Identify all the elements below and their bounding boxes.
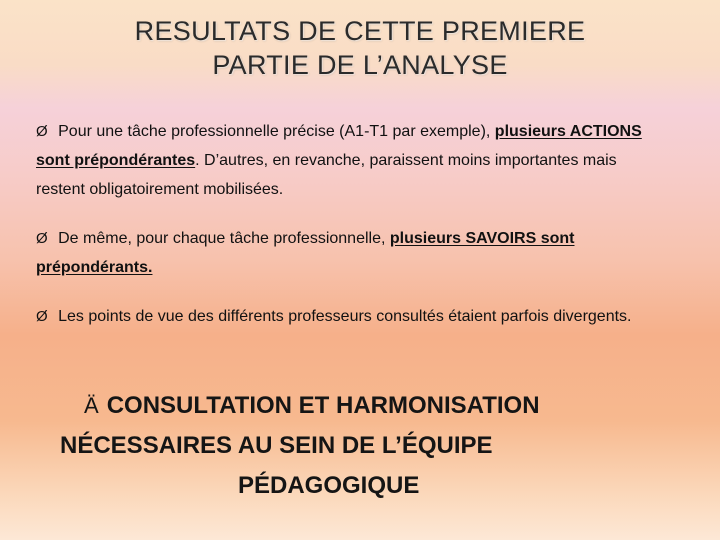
slide-title: [0, 14, 720, 82]
arrow-bullet-icon: Ø: [36, 308, 48, 325]
bullet-savoirs: [36, 224, 648, 282]
slide-title-line-1: RESULTATS DE CETTE PREMIERE: [134, 16, 586, 46]
bullet-text: Les points de vue des différents professeurs consultés étaient parfois divergents.: [53, 308, 632, 325]
conclusion-block: [60, 386, 680, 506]
bullet-text: De même, pour chaque tâche professionnelle,: [53, 230, 390, 247]
bullet-text: . D’autres, en revanche, paraissent moins importantes mais restent obligatoirement mobilisées.: [36, 152, 617, 198]
bullet-text: Pour une tâche professionnelle précise (A1-T1 par exemple),: [53, 123, 495, 140]
bullet-emphasis: ACTIONS sont prépondérantes: [36, 123, 642, 169]
conclusion-line-2: NÉCESSAIRES AU SEIN DE L’ÉQUIPE: [60, 432, 493, 459]
bullet-emphasis: plusieurs: [494, 123, 570, 140]
slide-title-line-2: PARTIE DE L’ANALYSE: [212, 50, 508, 80]
bullet-emphasis: plusieurs SAVOIRS sont prépondérants.: [36, 230, 575, 276]
bullet-actions: [36, 117, 648, 204]
conclusion-line-1: CONSULTATION ET HARMONISATION: [106, 392, 540, 419]
conclusion-line-3: PÉDAGOGIQUE: [238, 472, 420, 499]
arrow-bullet-icon: Ø: [36, 123, 48, 140]
bullet-professeurs: [36, 302, 648, 331]
outline-arrow-icon: Ä: [84, 393, 99, 418]
arrow-bullet-icon: Ø: [36, 230, 48, 247]
